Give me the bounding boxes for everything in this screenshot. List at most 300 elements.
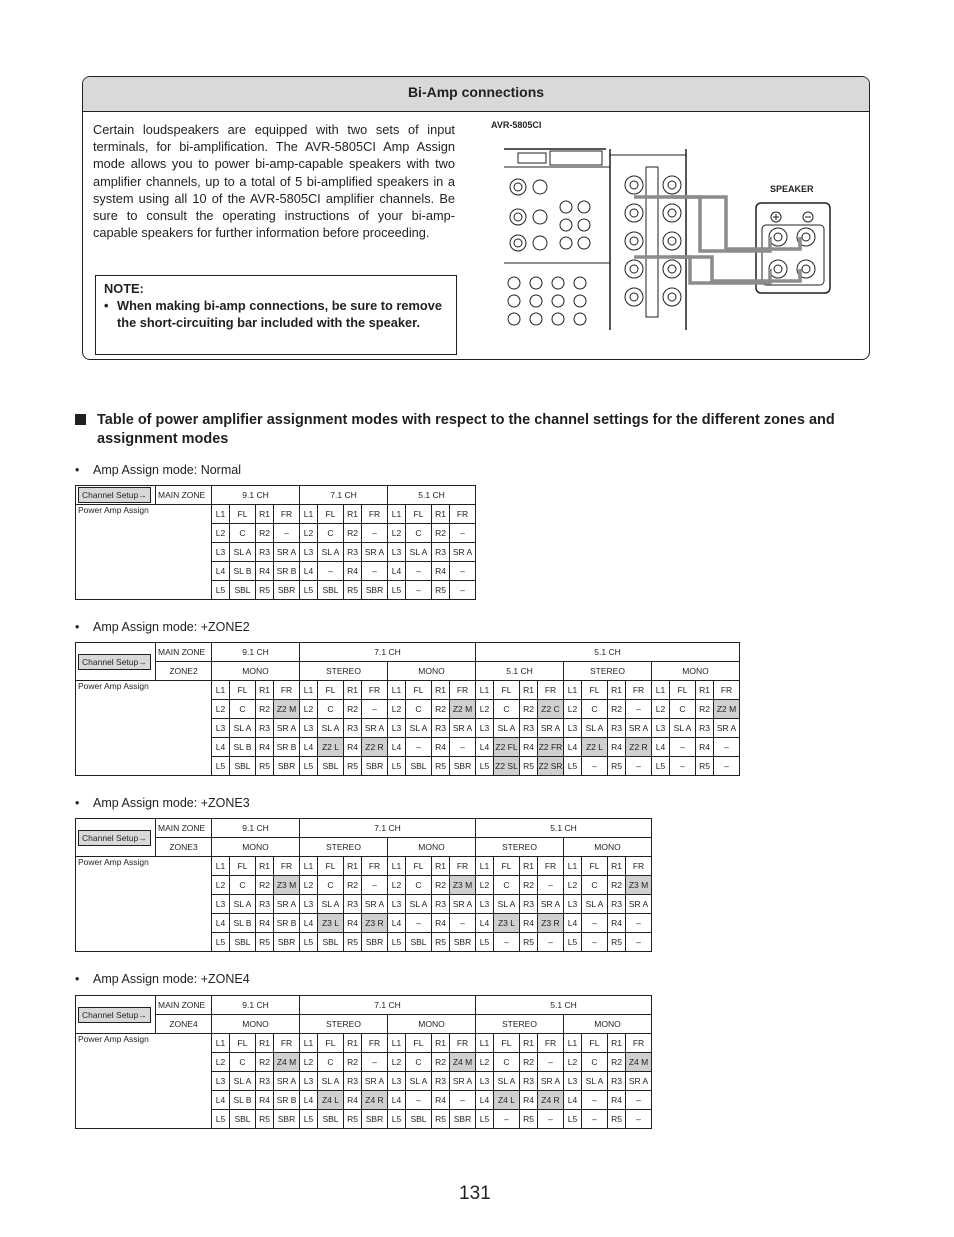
table-cell: L3 bbox=[300, 543, 318, 562]
table-cell: R2 bbox=[608, 876, 626, 895]
table-cell: L3 bbox=[388, 543, 406, 562]
channel-setup-text: Channel Setup bbox=[82, 490, 139, 500]
zone-mode-header: MONO bbox=[388, 1015, 476, 1034]
table-cell: SL B bbox=[230, 914, 256, 933]
table-cell: – bbox=[538, 1053, 564, 1072]
table-cell: L2 bbox=[212, 524, 230, 543]
table-cell: L5 bbox=[388, 1110, 406, 1129]
table-cell: Z4 R bbox=[362, 1091, 388, 1110]
table-cell: R3 bbox=[520, 1072, 538, 1091]
table-cell: – bbox=[450, 914, 476, 933]
table-cell: SR A bbox=[274, 895, 300, 914]
table-cell: FL bbox=[582, 857, 608, 876]
table-cell: R2 bbox=[256, 524, 274, 543]
table-cell: R4 bbox=[344, 562, 362, 581]
mode-label-zone4: • Amp Assign mode: +ZONE4 bbox=[75, 972, 250, 986]
table-cell: R1 bbox=[256, 857, 274, 876]
table-cell: – bbox=[494, 933, 520, 952]
table-cell: FR bbox=[274, 857, 300, 876]
section-heading bbox=[75, 411, 885, 449]
table-cell: – bbox=[626, 700, 652, 719]
table-cell: L5 bbox=[388, 933, 406, 952]
table-cell: Z2 FL bbox=[494, 738, 520, 757]
power-amp-assign-label: Power Amp Assign bbox=[76, 681, 212, 776]
channel-setup-text: Channel Setup bbox=[82, 656, 139, 667]
table-cell: SR A bbox=[538, 719, 564, 738]
table-cell: R4 bbox=[520, 738, 538, 757]
table-header-row bbox=[76, 643, 740, 662]
table-cell: SL A bbox=[230, 543, 256, 562]
table-cell: R5 bbox=[344, 581, 362, 600]
table-cell: – bbox=[450, 562, 476, 581]
table-cell: C bbox=[494, 700, 520, 719]
table-cell: R4 bbox=[344, 738, 362, 757]
table-cell: R5 bbox=[608, 757, 626, 776]
arrow-right-icon: → bbox=[138, 656, 147, 667]
table-cell: FL bbox=[494, 857, 520, 876]
table-cell: Z3 M bbox=[274, 876, 300, 895]
channel-group-header: 5.1 CH bbox=[476, 643, 740, 662]
note-box bbox=[95, 275, 457, 355]
table-cell: SL A bbox=[582, 895, 608, 914]
table-cell: L3 bbox=[300, 719, 318, 738]
table-cell: SL B bbox=[230, 738, 256, 757]
table-cell: – bbox=[538, 876, 564, 895]
table-cell: SBR bbox=[450, 933, 476, 952]
table-cell: SR A bbox=[274, 1072, 300, 1091]
channel-setup-label bbox=[76, 486, 156, 505]
table-cell: L5 bbox=[212, 1110, 230, 1129]
table-cell: FL bbox=[406, 1034, 432, 1053]
table-cell: R3 bbox=[608, 895, 626, 914]
table-cell: L3 bbox=[564, 719, 582, 738]
table-cell: SR A bbox=[626, 1072, 652, 1091]
table-cell: R4 bbox=[520, 1091, 538, 1110]
table-cell: Z2 L bbox=[318, 738, 344, 757]
table-cell: L3 bbox=[300, 895, 318, 914]
table-cell: – bbox=[626, 757, 652, 776]
table-cell: SR A bbox=[538, 1072, 564, 1091]
note-item bbox=[104, 297, 448, 331]
note-text: When making bi-amp connections, be sure to remove the short-circuiting bar included with the speaker. bbox=[117, 298, 442, 330]
table-cell: R3 bbox=[344, 1072, 362, 1091]
table-cell: SL A bbox=[318, 543, 344, 562]
table-row bbox=[76, 857, 652, 876]
table-cell: R3 bbox=[344, 543, 362, 562]
table-cell: R4 bbox=[432, 1091, 450, 1110]
table-cell: – bbox=[362, 700, 388, 719]
table-cell: R3 bbox=[344, 719, 362, 738]
mode-label-normal: • Amp Assign mode: Normal bbox=[75, 463, 241, 477]
table-cell: R1 bbox=[696, 681, 714, 700]
table-cell: FL bbox=[582, 681, 608, 700]
table-cell: Z4 M bbox=[450, 1053, 476, 1072]
table-cell: Z2 SL bbox=[494, 757, 520, 776]
channel-group-header: 9.1 CH bbox=[212, 486, 300, 505]
channel-group-header: 7.1 CH bbox=[300, 643, 476, 662]
table-cell: R4 bbox=[344, 1091, 362, 1110]
table-cell: R1 bbox=[520, 857, 538, 876]
table-cell: R5 bbox=[432, 581, 450, 600]
table-cell: L2 bbox=[388, 700, 406, 719]
table-cell: – bbox=[362, 1053, 388, 1072]
table-cell: R5 bbox=[520, 1110, 538, 1129]
table-cell: FR bbox=[362, 1034, 388, 1053]
table-cell: L1 bbox=[212, 505, 230, 524]
table-cell: SL A bbox=[318, 895, 344, 914]
table-subheader-row bbox=[76, 838, 652, 857]
table-cell: SL B bbox=[230, 1091, 256, 1110]
table-cell: SL A bbox=[582, 719, 608, 738]
table-cell: R1 bbox=[432, 1034, 450, 1053]
table-cell: FL bbox=[318, 857, 344, 876]
table-cell: L1 bbox=[564, 1034, 582, 1053]
table-cell: L2 bbox=[212, 1053, 230, 1072]
table-cell: L3 bbox=[476, 895, 494, 914]
table-cell: FL bbox=[230, 681, 256, 700]
table-cell: SL A bbox=[230, 895, 256, 914]
table-cell: R2 bbox=[432, 524, 450, 543]
table-cell: R4 bbox=[608, 1091, 626, 1110]
table-cell: R3 bbox=[608, 1072, 626, 1091]
table-cell: SL A bbox=[406, 543, 432, 562]
table-cell: SL A bbox=[406, 895, 432, 914]
table-cell: SBL bbox=[406, 757, 432, 776]
table-cell: SBR bbox=[274, 933, 300, 952]
table-cell: R1 bbox=[520, 1034, 538, 1053]
arrow-right-icon: → bbox=[138, 490, 147, 500]
table-cell: FR bbox=[274, 1034, 300, 1053]
zone-mode-header: STEREO bbox=[300, 1015, 388, 1034]
table-cell: – bbox=[538, 1110, 564, 1129]
table-cell: Z2 L bbox=[582, 738, 608, 757]
table-cell: R5 bbox=[432, 933, 450, 952]
table-cell: – bbox=[670, 757, 696, 776]
table-cell: R2 bbox=[520, 876, 538, 895]
table-cell: R4 bbox=[432, 914, 450, 933]
table-cell: – bbox=[582, 933, 608, 952]
table-cell: L2 bbox=[476, 700, 494, 719]
table-cell: R4 bbox=[432, 562, 450, 581]
table-cell: – bbox=[406, 562, 432, 581]
table-cell: R2 bbox=[608, 1053, 626, 1072]
table-cell: L1 bbox=[388, 857, 406, 876]
table-cell: Z3 R bbox=[538, 914, 564, 933]
table-cell: R5 bbox=[344, 1110, 362, 1129]
table-cell: FL bbox=[494, 681, 520, 700]
channel-setup-text: Channel Setup bbox=[82, 1009, 139, 1020]
page-number: 131 bbox=[459, 1183, 491, 1204]
table-cell: C bbox=[582, 876, 608, 895]
table-cell: C bbox=[318, 876, 344, 895]
table-normal bbox=[75, 485, 476, 600]
table-cell: Z4 M bbox=[274, 1053, 300, 1072]
table-cell: L4 bbox=[652, 738, 670, 757]
table-cell: L2 bbox=[388, 876, 406, 895]
table-cell: SBL bbox=[318, 1110, 344, 1129]
table-cell: R4 bbox=[608, 738, 626, 757]
table-cell: R3 bbox=[432, 719, 450, 738]
table-cell: R3 bbox=[344, 895, 362, 914]
table-cell: SBL bbox=[406, 1110, 432, 1129]
table-cell: SR A bbox=[362, 719, 388, 738]
table-row bbox=[76, 505, 476, 524]
table-cell: R5 bbox=[256, 581, 274, 600]
table-cell: R2 bbox=[432, 1053, 450, 1072]
table-cell: R2 bbox=[608, 700, 626, 719]
table-cell: – bbox=[538, 933, 564, 952]
table-cell: L2 bbox=[564, 700, 582, 719]
table-cell: R3 bbox=[256, 719, 274, 738]
table-cell: L4 bbox=[564, 914, 582, 933]
main-zone-label: MAIN ZONE bbox=[156, 996, 212, 1015]
table-cell: – bbox=[714, 757, 740, 776]
table-cell: FR bbox=[450, 505, 476, 524]
table-cell: SBR bbox=[450, 757, 476, 776]
table-cell: R3 bbox=[432, 895, 450, 914]
table-cell: C bbox=[406, 700, 432, 719]
table-cell: L3 bbox=[212, 1072, 230, 1091]
table-cell: FL bbox=[230, 1034, 256, 1053]
table-cell: C bbox=[230, 1053, 256, 1072]
table-cell: L4 bbox=[476, 1091, 494, 1110]
zone-mode-header: MONO bbox=[388, 838, 476, 857]
table-cell: R1 bbox=[432, 857, 450, 876]
table-cell: L3 bbox=[476, 1072, 494, 1091]
receiver-rear-panel bbox=[504, 147, 690, 333]
table-cell: SBL bbox=[406, 933, 432, 952]
zone-mode-header: STEREO bbox=[564, 662, 652, 681]
zone-label: ZONE4 bbox=[156, 1015, 212, 1034]
table-cell: Z2 M bbox=[274, 700, 300, 719]
table-cell: – bbox=[582, 1110, 608, 1129]
zone-mode-header: MONO bbox=[388, 662, 476, 681]
table-cell: SBR bbox=[274, 757, 300, 776]
table-cell: R4 bbox=[432, 738, 450, 757]
table-cell: SL B bbox=[230, 562, 256, 581]
channel-group-header: 5.1 CH bbox=[476, 996, 652, 1015]
table-cell: L4 bbox=[212, 914, 230, 933]
table-cell: L5 bbox=[564, 757, 582, 776]
table-cell: C bbox=[582, 1053, 608, 1072]
table-cell: Z2 SR bbox=[538, 757, 564, 776]
table-cell: R1 bbox=[344, 505, 362, 524]
arrow-right-icon: → bbox=[138, 832, 147, 843]
table-cell: L1 bbox=[212, 681, 230, 700]
table-cell: C bbox=[318, 524, 344, 543]
table-cell: R1 bbox=[256, 505, 274, 524]
table-cell: R5 bbox=[344, 757, 362, 776]
table-cell: FR bbox=[450, 857, 476, 876]
table-cell: SBR bbox=[450, 1110, 476, 1129]
channel-setup-label bbox=[76, 643, 156, 681]
table-row bbox=[76, 1034, 652, 1053]
table-cell: SR B bbox=[274, 914, 300, 933]
table-cell: FR bbox=[626, 857, 652, 876]
table-cell: SL A bbox=[230, 719, 256, 738]
table-cell: Z3 R bbox=[362, 914, 388, 933]
mode-label-zone3: • Amp Assign mode: +ZONE3 bbox=[75, 796, 250, 810]
table-cell: L1 bbox=[564, 857, 582, 876]
table-cell: – bbox=[494, 1110, 520, 1129]
table-cell: R3 bbox=[608, 719, 626, 738]
table-cell: R1 bbox=[608, 681, 626, 700]
table-cell: L5 bbox=[652, 757, 670, 776]
zone-mode-header: 5.1 CH bbox=[476, 662, 564, 681]
zone-mode-header: MONO bbox=[652, 662, 740, 681]
table-cell: R1 bbox=[344, 857, 362, 876]
table-cell: C bbox=[494, 1053, 520, 1072]
zone-mode-header: MONO bbox=[212, 1015, 300, 1034]
table-cell: L1 bbox=[388, 1034, 406, 1053]
square-bullet-icon bbox=[75, 414, 86, 425]
table-cell: R5 bbox=[256, 1110, 274, 1129]
table-cell: SL A bbox=[582, 1072, 608, 1091]
channel-setup-box bbox=[78, 1007, 151, 1023]
table-cell: SR A bbox=[274, 543, 300, 562]
table-cell: SBL bbox=[318, 581, 344, 600]
bi-amp-wiring-diagram bbox=[500, 145, 840, 335]
table-cell: SL A bbox=[318, 719, 344, 738]
table-header-row bbox=[76, 819, 652, 838]
zone-mode-header: STEREO bbox=[476, 1015, 564, 1034]
channel-group-header: 5.1 CH bbox=[476, 819, 652, 838]
table-cell: R3 bbox=[256, 895, 274, 914]
table-cell: – bbox=[362, 524, 388, 543]
table-cell: L4 bbox=[564, 1091, 582, 1110]
table-cell: L3 bbox=[476, 719, 494, 738]
zone-mode-header: STEREO bbox=[300, 662, 388, 681]
table-cell: R2 bbox=[696, 700, 714, 719]
table-cell: – bbox=[450, 1091, 476, 1110]
table-cell: C bbox=[230, 700, 256, 719]
table-cell: L3 bbox=[564, 895, 582, 914]
table-cell: SL A bbox=[494, 1072, 520, 1091]
zone-mode-header: MONO bbox=[212, 662, 300, 681]
table-cell: L4 bbox=[212, 738, 230, 757]
table-cell: SR B bbox=[274, 562, 300, 581]
table-cell: SBL bbox=[318, 757, 344, 776]
zone-mode-header: MONO bbox=[564, 1015, 652, 1034]
table-header-row bbox=[76, 996, 652, 1015]
table-cell: R5 bbox=[432, 1110, 450, 1129]
table-zone3 bbox=[75, 818, 652, 952]
table-cell: FL bbox=[230, 505, 256, 524]
table-cell: R5 bbox=[696, 757, 714, 776]
table-cell: L5 bbox=[564, 1110, 582, 1129]
table-cell: L4 bbox=[388, 562, 406, 581]
table-cell: R1 bbox=[432, 505, 450, 524]
table-cell: FR bbox=[362, 857, 388, 876]
zone-label: ZONE2 bbox=[156, 662, 212, 681]
table-cell: FR bbox=[362, 681, 388, 700]
table-cell: R5 bbox=[608, 1110, 626, 1129]
table-cell: – bbox=[362, 876, 388, 895]
table-zone4 bbox=[75, 995, 652, 1129]
table-cell: R2 bbox=[344, 876, 362, 895]
table-cell: – bbox=[450, 738, 476, 757]
table-cell: L4 bbox=[388, 1091, 406, 1110]
table-cell: L1 bbox=[564, 681, 582, 700]
table-cell: R3 bbox=[520, 895, 538, 914]
table-cell: – bbox=[670, 738, 696, 757]
table-cell: R3 bbox=[696, 719, 714, 738]
power-amp-assign-label: Power Amp Assign bbox=[76, 857, 212, 952]
table-cell: FR bbox=[362, 505, 388, 524]
table-cell: FL bbox=[406, 681, 432, 700]
table-cell: L5 bbox=[300, 933, 318, 952]
table-cell: Z3 M bbox=[626, 876, 652, 895]
table-cell: FL bbox=[318, 1034, 344, 1053]
table-cell: C bbox=[406, 1053, 432, 1072]
table-cell: L1 bbox=[652, 681, 670, 700]
table-cell: R4 bbox=[256, 738, 274, 757]
table-cell: SR A bbox=[362, 895, 388, 914]
section-title: Table of power amplifier assignment modes with respect to the channel settings for the different zones and assignment modes bbox=[97, 412, 835, 447]
table-cell: C bbox=[494, 876, 520, 895]
table-cell: L1 bbox=[476, 1034, 494, 1053]
table-cell: L4 bbox=[300, 738, 318, 757]
zone-mode-header: STEREO bbox=[300, 838, 388, 857]
channel-group-header: 9.1 CH bbox=[212, 819, 300, 838]
table-cell: L3 bbox=[212, 543, 230, 562]
note-title: NOTE: bbox=[104, 281, 144, 296]
table-cell: – bbox=[714, 738, 740, 757]
table-cell: Z4 L bbox=[318, 1091, 344, 1110]
table-cell: L2 bbox=[300, 524, 318, 543]
table-cell: Z3 L bbox=[494, 914, 520, 933]
main-zone-label: MAIN ZONE bbox=[156, 486, 212, 505]
table-cell: – bbox=[362, 562, 388, 581]
main-zone-label: MAIN ZONE bbox=[156, 643, 212, 662]
table-cell: R2 bbox=[256, 1053, 274, 1072]
main-zone-label: MAIN ZONE bbox=[156, 819, 212, 838]
table-cell: L2 bbox=[388, 1053, 406, 1072]
table-cell: L2 bbox=[300, 876, 318, 895]
table-cell: L5 bbox=[388, 757, 406, 776]
table-cell: L4 bbox=[564, 738, 582, 757]
table-cell: L5 bbox=[564, 933, 582, 952]
table-cell: L4 bbox=[388, 914, 406, 933]
table-cell: SBL bbox=[230, 757, 256, 776]
table-cell: SBR bbox=[362, 581, 388, 600]
table-cell: SL A bbox=[494, 895, 520, 914]
table-cell: SL A bbox=[406, 1072, 432, 1091]
table-cell: – bbox=[582, 757, 608, 776]
table-cell: FL bbox=[318, 505, 344, 524]
table-cell: – bbox=[274, 524, 300, 543]
table-cell: FR bbox=[274, 681, 300, 700]
table-header-row bbox=[76, 486, 476, 505]
table-cell: C bbox=[582, 700, 608, 719]
table-cell: L4 bbox=[212, 562, 230, 581]
table-cell: FR bbox=[626, 1034, 652, 1053]
bi-amp-intro: Certain loudspeakers are equipped with two sets of input terminals, for bi-amplification. The AVR-5805CI Amp Assign mode allows you to power bi-amp-capable speakers with two amplifier channels, up to a total of 5 bi-amplified speakers in a system using all 10 of the AVR-5805CI amplifier channels. Be sure to consult the operating instructions of your bi-amp-capable speakers for further information before proceeding. bbox=[93, 122, 455, 241]
table-cell: SR A bbox=[538, 895, 564, 914]
table-cell: L4 bbox=[476, 914, 494, 933]
table-cell: FR bbox=[450, 1034, 476, 1053]
table-cell: Z2 C bbox=[538, 700, 564, 719]
table-cell: R1 bbox=[608, 1034, 626, 1053]
table-cell: – bbox=[318, 562, 344, 581]
table-cell: FL bbox=[406, 505, 432, 524]
table-cell: Z2 M bbox=[714, 700, 740, 719]
table-cell: L2 bbox=[300, 1053, 318, 1072]
table-cell: SR A bbox=[626, 895, 652, 914]
zone-mode-header: MONO bbox=[564, 838, 652, 857]
table-cell: SR A bbox=[626, 719, 652, 738]
table-cell: R4 bbox=[344, 914, 362, 933]
